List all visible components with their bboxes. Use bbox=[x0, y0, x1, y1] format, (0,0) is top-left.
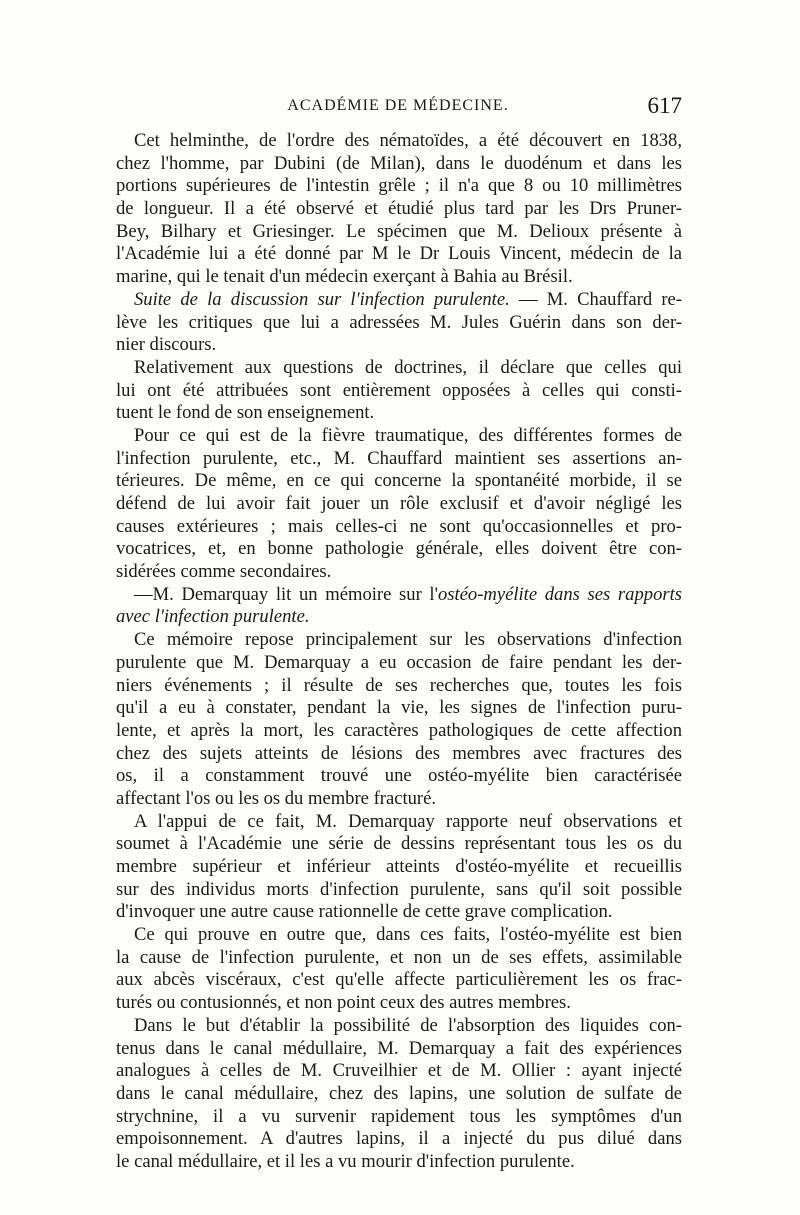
text-line: aux abcès viscéraux, c'est qu'elle affecte particulièrement les os frac- bbox=[116, 969, 682, 991]
paragraph bbox=[116, 1015, 682, 1174]
text-line: affectant l'os ou les os du membre fracturé. bbox=[116, 787, 437, 809]
text-line: niers événements ; il résulte de ses recherches que, toutes les fois bbox=[116, 674, 682, 696]
text-line: lève les critiques que lui a adressées M. Jules Guérin dans son der- bbox=[116, 311, 682, 333]
text-line: Dans le but d'établir la possibilité de l'absorption des liquides con- bbox=[134, 1014, 682, 1036]
text-line: analogues à celles de M. Cruveilhier et de M. Ollier : ayant injecté bbox=[116, 1060, 682, 1082]
text-line: dans le canal médullaire, chez des lapins, une solution de sulfate de bbox=[116, 1082, 682, 1104]
paragraph bbox=[116, 811, 682, 924]
memoir-title: ostéo-myélite dans ses rapports bbox=[437, 583, 682, 605]
text-fragment: —M. Demarquay lit un mémoire sur l' bbox=[134, 583, 438, 605]
text-line: Pour ce qui est de la fièvre traumatique, des différentes formes de bbox=[134, 424, 682, 446]
text-line: térieures. De même, en ce qui concerne la spontanéité morbide, il se bbox=[116, 470, 682, 492]
text-line: la cause de l'infection purulente, et non un de ses effets, assimilable bbox=[116, 946, 682, 968]
text-line: Bey, Bilhary et Griesinger. Le spécimen que M. Delioux présente à bbox=[116, 220, 682, 242]
paragraph bbox=[116, 357, 682, 425]
text-line: tenus dans le canal médullaire, M. Demarquay a fait des expériences bbox=[116, 1037, 682, 1059]
text-fragment: — M. Chauffard re- bbox=[509, 288, 682, 310]
text-line: causes extérieures ; mais celles-ci ne sont qu'occasionnelles et pro- bbox=[116, 515, 682, 537]
text-line: nier discours. bbox=[116, 334, 217, 356]
page-header bbox=[112, 93, 684, 119]
text-line: membre supérieur et inférieur atteints d'ostéo-myélite et recueillis bbox=[116, 856, 682, 877]
memoir-title-continued: avec l'infection purulente. bbox=[116, 606, 310, 628]
text-line: soumet à l'Académie une série de dessins représentant tous les os du bbox=[116, 833, 682, 855]
text-line: sidérées comme secondaires. bbox=[116, 561, 332, 583]
text-line: l'infection purulente, etc., M. Chauffard maintient ses assertions an- bbox=[116, 447, 682, 469]
text-line: qu'il a eu à constater, pendant la vie, les signes de l'infection puru- bbox=[116, 697, 682, 719]
text-line: l'Académie lui a été donné par M le Dr Louis Vincent, médecin de la bbox=[116, 243, 682, 265]
paragraph bbox=[116, 584, 682, 629]
text-line: tuent le fond de son enseignement. bbox=[116, 402, 375, 424]
text-line: Ce qui prouve en outre que, dans ces faits, l'ostéo-myélite est bien bbox=[134, 924, 682, 946]
text-line: lui ont été attribuées sont entièrement opposées à celles qui consti- bbox=[116, 379, 682, 401]
paragraph bbox=[116, 924, 682, 1015]
text-line: chez l'homme, par Dubini (de Milan), dans le duodénum et dans les bbox=[116, 152, 682, 174]
text-line bbox=[116, 584, 682, 607]
text-line: strychnine, il a vu survenir rapidement tous les symptômes d'un bbox=[116, 1105, 682, 1127]
text-line: portions supérieures de l'intestin grêle ; il n'a que 8 ou 10 millimètres bbox=[116, 175, 682, 197]
text-line: Relativement aux questions de doctrines, il déclare que celles qui bbox=[134, 356, 682, 378]
text-line: os, il a constamment trouvé une ostéo-myélite bien caractérisée bbox=[116, 765, 682, 787]
text-line: le canal médullaire, et il les a vu mourir d'infection purulente. bbox=[116, 1150, 575, 1172]
text-line: marine, qui le tenait d'un médecin exerçant à Bahia au Brésil. bbox=[116, 266, 573, 288]
text-line bbox=[116, 289, 682, 312]
text-line: turés ou contusionnés, et non point ceux des autres membres. bbox=[116, 992, 571, 1014]
body-text bbox=[116, 130, 682, 1174]
running-head: ACADÉMIE DE MÉDECINE. bbox=[287, 97, 509, 114]
text-line: d'invoquer une autre cause rationnelle de cette grave complication. bbox=[116, 901, 613, 923]
text-line: chez des sujets atteints de lésions des membres avec fractures des bbox=[116, 742, 682, 764]
text-line: Ce mémoire repose principalement sur les observations d'infection bbox=[134, 629, 682, 651]
text-line: sur des individus morts d'infection purulente, sans qu'il soit possible bbox=[116, 878, 682, 900]
section-heading: Suite de la discussion sur l'infection purulente. bbox=[134, 288, 510, 310]
text-line: Cet helminthe, de l'ordre des nématoïdes, a été découvert en 1838, bbox=[134, 130, 682, 151]
paragraph bbox=[116, 425, 682, 584]
text-line: lente, et après la mort, les caractères pathologiques de cette affection bbox=[116, 719, 682, 741]
paragraph bbox=[116, 130, 682, 289]
text-line: empoisonnement. A d'autres lapins, il a injecté du pus dilué dans bbox=[116, 1128, 682, 1150]
paragraph bbox=[116, 289, 682, 357]
text-line: A l'appui de ce fait, M. Demarquay rapporte neuf observations et bbox=[134, 810, 682, 832]
text-line: vocatrices, et, en bonne pathologie générale, elles doivent être con- bbox=[116, 538, 682, 560]
text-line: défend de lui avoir fait jouer un rôle exclusif et d'avoir négligé les bbox=[116, 493, 682, 514]
text-line: purulente que M. Demarquay a eu occasion de faire pendant les der- bbox=[116, 651, 682, 673]
paragraph bbox=[116, 629, 682, 811]
text-line: de longueur. Il a été observé et étudié plus tard par les Drs Pruner- bbox=[116, 198, 682, 220]
page-number: 617 bbox=[647, 93, 682, 118]
